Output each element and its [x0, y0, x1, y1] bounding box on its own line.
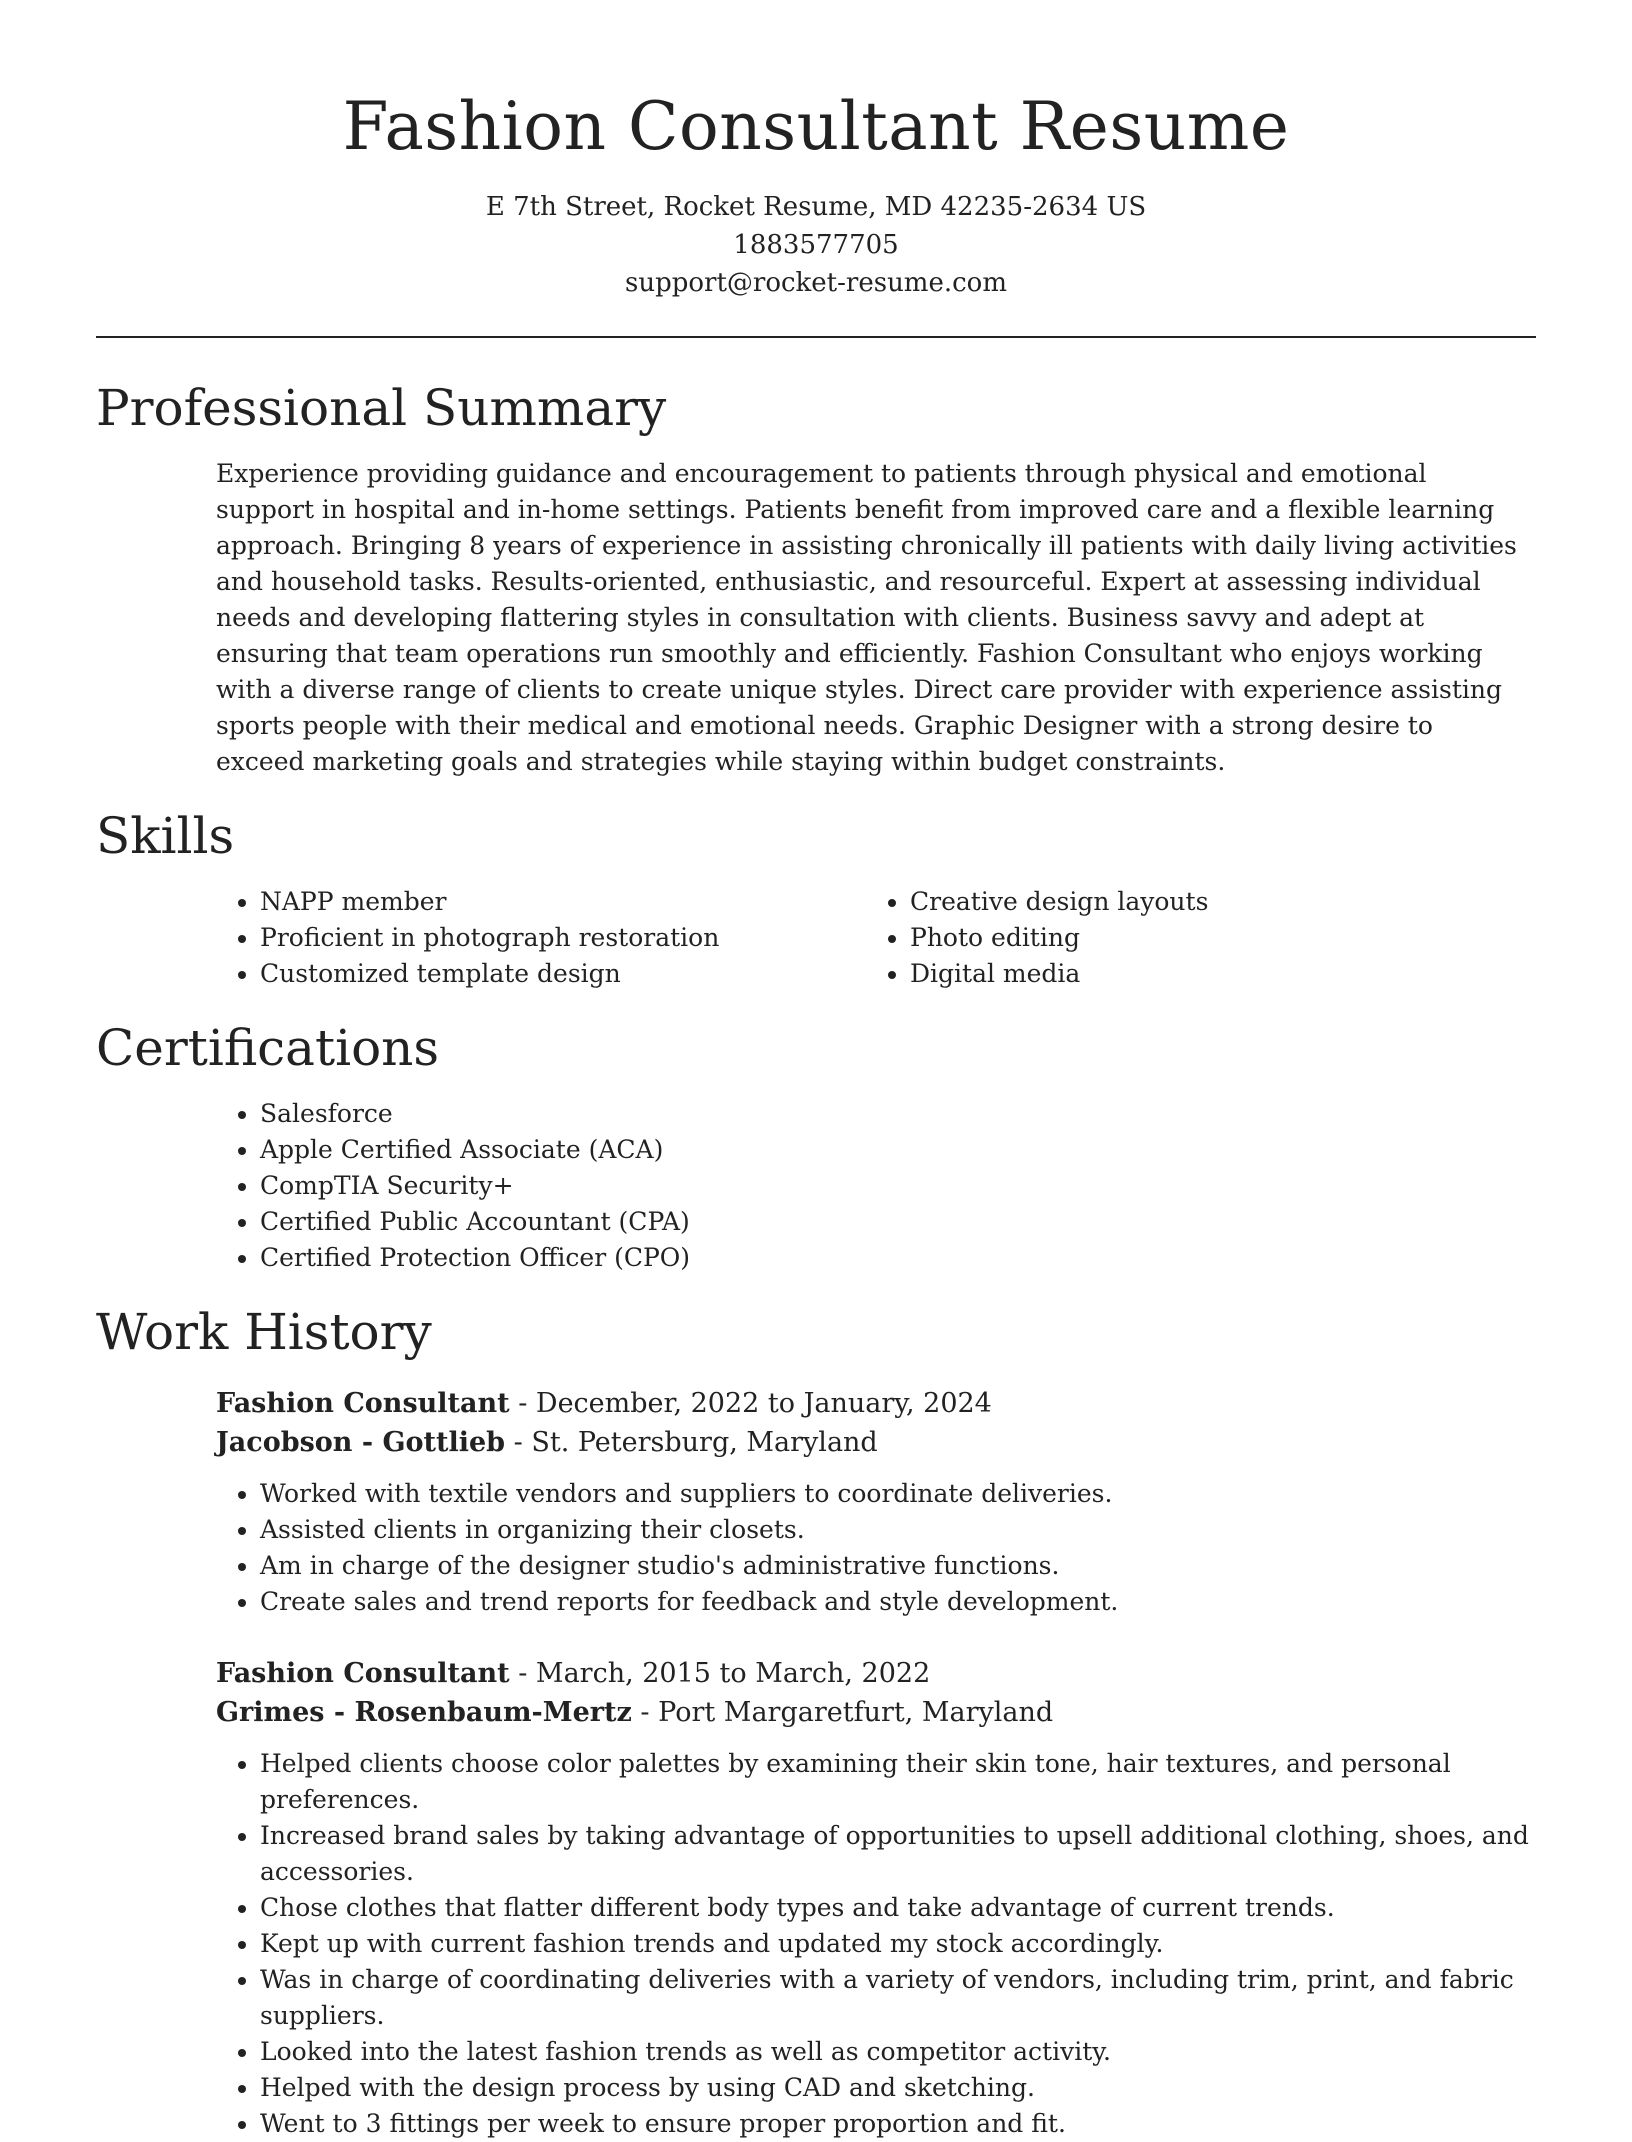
- job-entry: [216, 1654, 1536, 2142]
- job-company: Jacobson - Gottlieb: [216, 1427, 506, 1458]
- certification-item: • Certified Public Accountant (CPA): [260, 1204, 1536, 1240]
- certifications-heading: Certifications: [96, 1019, 440, 1077]
- job-duty-item: • Helped clients choose color palettes by examining their skin tone, hair textures, and personal preferences.: [260, 1746, 1536, 1818]
- job-duty-item: • Worked with textile vendors and suppliers to coordinate deliveries.: [260, 1476, 1536, 1512]
- skill-item: • Photo editing: [910, 920, 1516, 956]
- certification-item: • Apple Certified Associate (ACA): [260, 1132, 1536, 1168]
- job-dates: December, 2022 to January, 2024: [535, 1388, 992, 1419]
- job-location: Port Margaretfurt, Maryland: [658, 1697, 1054, 1728]
- job-duty-item: • Create sales and trend reports for feedback and style development.: [260, 1584, 1536, 1620]
- job-duty-item: • Increased brand sales by taking advantage of opportunities to upsell additional clothing, shoes, and accessories.: [260, 1818, 1536, 1890]
- job-duty-item: • Assisted clients in organizing their closets.: [260, 1512, 1536, 1548]
- job-duty-item: • Chose clothes that flatter different body types and take advantage of current trends.: [260, 1890, 1536, 1926]
- work-history-heading: Work History: [96, 1303, 432, 1361]
- job-dates: March, 2015 to March, 2022: [535, 1658, 931, 1689]
- skills-heading: Skills: [96, 807, 235, 865]
- skill-item: • Digital media: [910, 956, 1516, 992]
- job-separator: -: [518, 1658, 536, 1689]
- job-duty-item: • Am in charge of the designer studio's administrative functions.: [260, 1548, 1536, 1584]
- certification-item: • Certified Protection Officer (CPO): [260, 1240, 1536, 1276]
- job-separator: -: [518, 1388, 536, 1419]
- job-duty-item: • Helped with the design process by using CAD and sketching.: [260, 2070, 1536, 2106]
- certifications-list: [216, 1096, 1536, 1276]
- job-duties: [216, 1746, 1536, 2142]
- skill-item: • Creative design layouts: [910, 884, 1516, 920]
- summary-heading: Professional Summary: [96, 379, 667, 437]
- page-title: Fashion Consultant Resume: [342, 88, 1290, 165]
- skills-list: [216, 884, 1536, 992]
- job-company-line: [216, 1693, 1536, 1732]
- skills-column-right: [866, 884, 1516, 992]
- contact-address: E 7th Street, Rocket Resume, MD 42235-2634 US: [485, 192, 1147, 222]
- job-duty-item: • Looked into the latest fashion trends as well as competitor activity.: [260, 2034, 1536, 2070]
- job-company: Grimes - Rosenbaum-Mertz: [216, 1697, 632, 1728]
- job-title: Fashion Consultant: [216, 1658, 510, 1689]
- job-duty-item: • Was in charge of coordinating deliveries with a variety of vendors, including trim, print, and fabric suppliers.: [260, 1962, 1536, 2034]
- job-title-line: [216, 1384, 1536, 1423]
- skill-item: • NAPP member: [260, 884, 866, 920]
- job-title-line: [216, 1654, 1536, 1693]
- job-entry: [216, 1384, 1536, 1620]
- job-separator: -: [513, 1427, 532, 1458]
- job-duty-item: • Went to 3 fittings per week to ensure proper proportion and fit.: [260, 2106, 1536, 2142]
- job-duties: [216, 1476, 1536, 1620]
- contact-phone: 1883577705: [733, 230, 899, 260]
- job-company-line: [216, 1423, 1536, 1462]
- job-title: Fashion Consultant: [216, 1388, 510, 1419]
- job-duty-item: • Kept up with current fashion trends and updated my stock accordingly.: [260, 1926, 1536, 1962]
- contact-block: [96, 188, 1536, 302]
- skills-column-left: [216, 884, 866, 992]
- summary-text: Experience providing guidance and encouragement to patients through physical and emotional support in hospital and in-home settings. Patients benefit from improved care and a flexible learning approach. Bringing 8 years of experience in assisting chronically ill patients with daily living activities and household tasks. Results-oriented, enthusiastic, and resourceful. Expert at assessing individual needs and developing flattering styles in consultation with clients. Business savvy and adept at ensuring that team operations run smoothly and efficiently. Fashion Consultant who enjoys working with a diverse range of clients to create unique styles. Direct care provider with experience assisting sports people with their medical and emotional needs. Graphic Designer with a strong desire to exceed marketing goals and strategies while staying within budget constraints.: [216, 459, 1517, 776]
- job-location: St. Petersburg, Maryland: [531, 1427, 878, 1458]
- resume-page: [96, 0, 1536, 2142]
- header-divider: [96, 336, 1536, 338]
- skill-item: • Proficient in photograph restoration: [260, 920, 866, 956]
- contact-email: support@rocket-resume.com: [624, 268, 1007, 298]
- certification-item: • Salesforce: [260, 1096, 1536, 1132]
- skill-item: • Customized template design: [260, 956, 866, 992]
- certification-item: • CompTIA Security+: [260, 1168, 1536, 1204]
- job-separator: -: [640, 1697, 659, 1728]
